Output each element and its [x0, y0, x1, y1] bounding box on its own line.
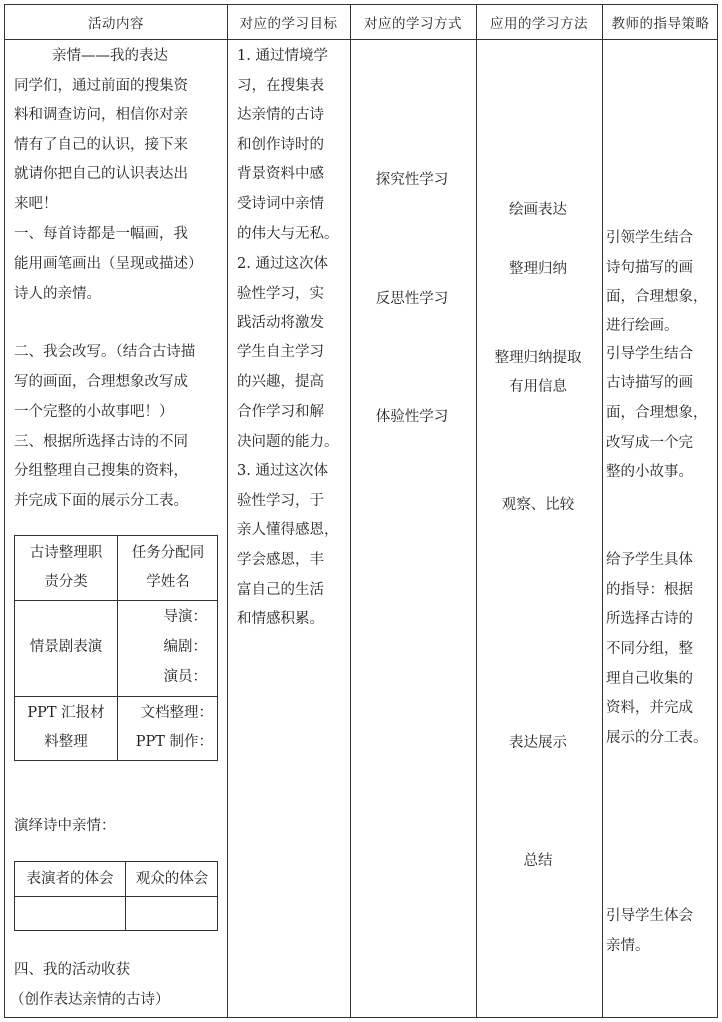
activity-line: 并完成下面的展示分工表。 [14, 493, 188, 509]
activity-line: 写的画面，合理想象改写成 [14, 374, 188, 390]
activity-line: 料和调查访问，相信你对亲 [14, 107, 188, 123]
goal-line: 学会感恩，丰 [237, 552, 324, 568]
goal-line: 1. 通过情境学 [237, 48, 328, 64]
strategy-line: 展示的分工表。 [606, 730, 708, 746]
activity-line: 诗人的亲情。 [14, 286, 101, 302]
method-item: 绘画表达 [509, 202, 567, 218]
goal-line: 背景资料中感 [237, 166, 324, 182]
strategy-line: 的指导：根据 [606, 582, 693, 598]
header-goals: 对应的学习目标 [239, 16, 338, 32]
activity-line: 同学们，通过前面的搜集资 [14, 78, 188, 94]
goal-line: 和创作诗时的 [237, 137, 324, 153]
strategy-line: 不同分组，整 [606, 641, 693, 657]
task-table-row-divider [15, 696, 217, 697]
feeling-table-header: 观众的体会 [135, 871, 209, 887]
goal-line: 践活动将激发 [237, 315, 324, 331]
task-table-cell: 编剧： [163, 639, 207, 655]
header-divider [5, 39, 717, 40]
activity-line: 一、每首诗都是一幅画，我 [14, 226, 188, 242]
strategy-line: 引导学生体会 [606, 908, 693, 924]
goal-line: 决问题的能力。 [237, 434, 339, 450]
activity-title: 亲情——我的表达 [52, 48, 168, 64]
strategy-line: 资料，并完成 [606, 700, 693, 716]
strategy-line: 古诗描写的画 [606, 375, 693, 391]
strategy-line: 引导学生结合 [606, 346, 693, 362]
method-item: 总结 [523, 853, 553, 869]
col-divider [350, 5, 351, 1017]
activity-line: 情有了自己的认识，接下来 [14, 137, 188, 153]
task-table-cell: 情景剧表演 [29, 639, 103, 655]
activity-line: 来吧！ [14, 196, 58, 212]
perform-label: 演绎诗中亲情： [14, 818, 116, 834]
strategy-line: 理自己收集的 [606, 671, 693, 687]
header-activity: 活动内容 [88, 16, 144, 32]
strategy-line: 整的小故事。 [606, 464, 693, 480]
strategy-line: 引领学生结合 [606, 230, 693, 246]
activity-line: 一个完整的小故事吧！） [14, 404, 174, 420]
mode-item: 体验性学习 [375, 409, 449, 425]
goal-line: 达亲情的古诗 [237, 107, 324, 123]
activity-line: 分组整理自己搜集的资料， [14, 463, 188, 479]
strategy-line: 改写成一个完 [606, 435, 693, 451]
task-table-header: 学姓名 [146, 574, 190, 590]
task-table-header: 古诗整理职 [29, 545, 103, 561]
activity-line: 四、我的活动收获 [14, 962, 130, 978]
col-divider [602, 5, 603, 1017]
task-table-header: 责分类 [44, 574, 88, 590]
method-item: 有用信息 [509, 379, 567, 395]
goal-line: 2. 通过这次体 [237, 256, 328, 272]
strategy-line: 亲情。 [606, 938, 650, 954]
strategy-line: 诗句描写的画 [606, 260, 693, 276]
feeling-table [14, 861, 218, 931]
goal-line: 验性学习，于 [237, 493, 324, 509]
strategy-line: 面，合理想象， [606, 289, 708, 305]
strategy-line: 给予学生具体 [606, 552, 693, 568]
task-table [14, 535, 218, 761]
mode-item: 反思性学习 [375, 291, 449, 307]
task-table-cell: PPT 汇报材 [27, 705, 105, 721]
strategy-line: 所选择古诗的 [606, 611, 693, 627]
task-table-cell: 导演： [163, 609, 207, 625]
task-table-cell: 料整理 [44, 734, 88, 750]
strategy-line: 进行绘画。 [606, 318, 679, 334]
activity-line: 就请你把自己的认识表达出 [14, 166, 188, 182]
method-item: 观察、比较 [501, 497, 575, 513]
goal-line: 合作学习和解 [237, 404, 324, 420]
task-table-cell: 演员： [163, 669, 207, 685]
header-strategies: 教师的指导策略 [611, 16, 710, 32]
goal-line: 学生自主学习 [237, 344, 324, 360]
activity-line: 能用画笔画出（呈现或描述） [14, 256, 203, 272]
goal-line: 习，在搜集表 [237, 78, 324, 94]
goal-line: 3. 通过这次体 [237, 463, 328, 479]
header-modes: 对应的学习方式 [364, 16, 462, 32]
goal-line: 和情感积累。 [237, 611, 324, 627]
goal-line: 受诗词中亲情 [237, 196, 324, 212]
method-item: 整理归纳 [509, 261, 567, 277]
feeling-table-header: 表演者的体会 [26, 871, 114, 887]
activity-line: （创作表达亲情的古诗） [10, 992, 170, 1008]
task-table-header: 任务分配同 [131, 545, 205, 561]
task-table-row-divider [15, 600, 217, 601]
strategy-line: 面，合理想象， [606, 405, 708, 421]
mode-item: 探究性学习 [375, 172, 449, 188]
goal-line: 验性学习，实 [237, 286, 324, 302]
method-item: 整理归纳提取 [494, 350, 582, 366]
activity-line: 二、我会改写。（结合古诗描 [14, 344, 196, 360]
goal-line: 的兴趣，提高 [237, 374, 324, 390]
activity-line: 三、根据所选择古诗的不同 [14, 434, 188, 450]
task-table-cell: PPT 制作： [135, 734, 213, 750]
feeling-table-row-divider [15, 896, 217, 897]
goal-line: 的伟大与无私。 [237, 226, 339, 242]
goal-line: 亲人懂得感恩， [237, 522, 339, 538]
goal-line: 富自己的生活 [237, 582, 324, 598]
method-item: 表达展示 [509, 735, 567, 751]
col-divider [227, 5, 228, 1017]
task-table-cell: 文档整理： [140, 705, 213, 721]
header-methods: 应用的学习方法 [490, 16, 588, 32]
